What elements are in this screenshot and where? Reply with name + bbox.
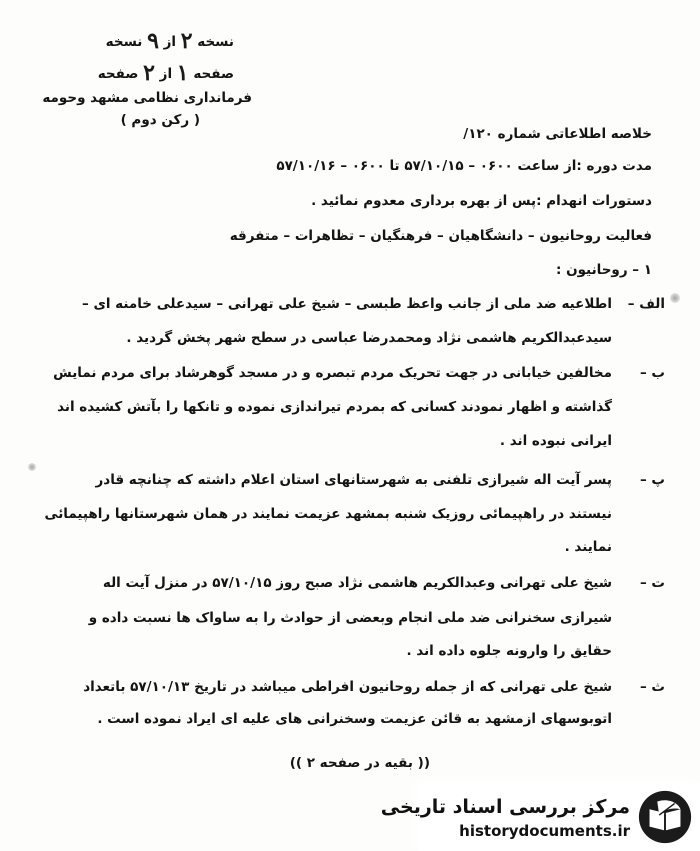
item-line: اتوبوسهای ازمشهد به قائن عزیمت وسخنرانی های علیه ای ایراد نموده است . — [97, 711, 612, 727]
page-number: ۱ — [176, 60, 189, 86]
report-period: مدت دوره :از ساعت ۰۶۰۰ – ۵۷/۱۰/۱۵ تا ۰۶۰۰ – ۵۷/۱۰/۱۶ — [276, 158, 652, 174]
scan-smudge — [28, 463, 36, 471]
copy-label: نسخه — [197, 34, 234, 50]
item-marker-te: ت – — [639, 575, 665, 591]
issuer-name: فرمانداری نظامی مشهد وحومه — [42, 90, 252, 106]
watermark-title: مرکز بررسی اسناد تاریخی — [380, 796, 630, 818]
copy-of: از — [163, 34, 177, 50]
item-line: اطلاعیه ضد ملی از جانب واعظ طبسی – شیخ علی تهرانی – سیدعلی خامنه ای – — [82, 296, 612, 312]
archive-watermark — [380, 782, 700, 851]
item-line: ایرانی نبوده اند . — [499, 433, 612, 449]
feather-book-logo-icon — [636, 788, 694, 846]
scan-smudge — [670, 293, 680, 303]
item-line: شیخ علی تهرانی وعبدالکریم هاشمی نژاد صبح روز ۵۷/۱۰/۱۵ در منزل آیت اله — [102, 575, 612, 591]
page-count-line — [97, 60, 234, 86]
item-line: پسر آیت اله شیرازی تلفنی به شهرستانهای استان اعلام داشته که چنانچه قادر — [95, 472, 612, 488]
page-of: از — [159, 66, 173, 82]
copy-suffix: نسخه — [105, 34, 143, 50]
item-line: حقایق را وارونه جلوه داده اند . — [406, 643, 612, 659]
copy-count-line — [105, 28, 234, 54]
continued-note: (( بقیه در صفحه ۲ )) — [289, 755, 430, 771]
issuer-department: ( رکن دوم ) — [120, 112, 200, 128]
item-line: مخالفین خیابانی در جهت تحریک مردم تبصره و در مسجد گوهرشاد برای مردم نمایش — [53, 365, 612, 381]
activity-categories: فعالیت روحانیون – دانشگاهیان – فرهنگیان – تظاهرات – متفرقه — [229, 228, 652, 244]
watermark-url: historydocuments.ir — [459, 822, 630, 840]
destruction-instruction: دستورات انهدام :پس از بهره برداری معدوم نمائید . — [311, 193, 652, 209]
item-marker-se: ث – — [639, 679, 665, 695]
page-suffix: صفحه — [97, 66, 139, 82]
report-title: خلاصه اطلاعاتی شماره ۱۲۰/ — [463, 126, 652, 142]
page-label: صفحه — [193, 66, 234, 82]
copy-total: ۹ — [147, 28, 159, 54]
item-marker-pe: پ – — [639, 472, 665, 488]
item-line: گذاشته و اظهار نمودند کسانی که بمردم تیراندازی نموده و تانکها را بآتش کشیده اند — [57, 399, 612, 415]
item-line: شیرازی سخنرانی ضد ملی انجام وبعضی از حوادث را به ساواک ها نسبت داده و — [88, 610, 612, 626]
item-marker-be: ب – — [639, 365, 665, 381]
section-heading-clergy: ۱ – روحانیون : — [555, 262, 652, 278]
item-marker-alef: الف – — [627, 296, 665, 312]
item-line: شیخ علی تهرانی که از جمله روحانیون افراطی میباشد در تاریخ ۵۷/۱۰/۱۳ باتعداد — [83, 679, 612, 695]
item-line: نمایند . — [564, 539, 612, 555]
item-line: سیدعبدالکریم هاشمی نژاد ومحمدرضا عباسی در سطح شهر پخش گردید . — [126, 330, 612, 346]
copy-number: ۲ — [180, 28, 193, 54]
item-line: نیستند در راهپیمائی روزیک شنبه بمشهد عزیمت نمایند در همان شهرستانها راهپیمائی — [44, 506, 612, 522]
page-total: ۲ — [143, 60, 155, 86]
